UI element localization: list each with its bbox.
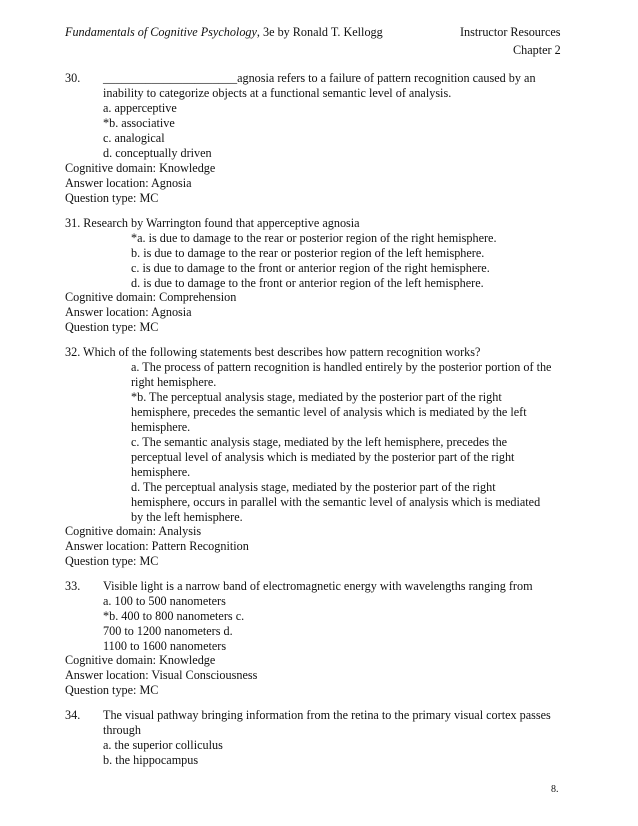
q33-option-line1: a. 100 to 500 nanometers xyxy=(103,594,226,608)
q32-option-b-line1: *b. The perceptual analysis stage, mediated by the posterior part of the right xyxy=(131,390,502,404)
book-edition-author: , 3e by Ronald T. Kellogg xyxy=(256,25,383,39)
q32-type: Question type: MC xyxy=(65,554,159,568)
q31-domain: Cognitive domain: Comprehension xyxy=(65,290,237,304)
q32-location: Answer location: Pattern Recognition xyxy=(65,539,249,553)
q33-option-line3: 700 to 1200 nanometers d. xyxy=(103,624,233,638)
page-number: 8. xyxy=(551,784,559,795)
q30-option-a: a. apperceptive xyxy=(103,101,177,115)
q33-number: 33. xyxy=(65,579,81,593)
q32-option-c-line1: c. The semantic analysis stage, mediated by the left hemisphere, precedes the xyxy=(131,435,508,449)
q32-option-d-line3: by the left hemisphere. xyxy=(131,510,243,524)
q31-option-a: *a. is due to damage to the rear or posterior region of the right hemisphere. xyxy=(131,231,497,245)
q33-option-line4: 1100 to 1600 nanometers xyxy=(103,639,227,653)
q32-option-a-line2: right hemisphere. xyxy=(131,375,217,389)
q32-stem: 32. Which of the following statements best describes how pattern recognition works? xyxy=(65,345,481,359)
q33-location: Answer location: Visual Consciousness xyxy=(65,668,258,682)
q30-option-b: *b. associative xyxy=(103,116,175,130)
q32-option-b-line2: hemisphere, precedes the semantic level of analysis which is mediated by the left xyxy=(131,405,527,419)
q31-option-d: d. is due to damage to the front or anterior region of the left hemisphere. xyxy=(131,276,484,290)
q33-stem: Visible light is a narrow band of electromagnetic energy with wavelengths ranging from xyxy=(103,579,533,593)
q34-stem-line1: The visual pathway bringing information from the retina to the primary visual cortex passes xyxy=(103,708,551,722)
q33-type: Question type: MC xyxy=(65,683,159,697)
q30-location: Answer location: Agnosia xyxy=(65,176,192,190)
q31-type: Question type: MC xyxy=(65,320,159,334)
q32-option-c-line3: hemisphere. xyxy=(131,465,191,479)
q31-location: Answer location: Agnosia xyxy=(65,305,192,319)
q32-option-d-line2: hemisphere, occurs in parallel with the semantic level of analysis which is mediated xyxy=(131,495,541,509)
q31-option-b: b. is due to damage to the rear or posterior region of the left hemisphere. xyxy=(131,246,485,260)
q32-option-c-line2: perceptual level of analysis which is mediated by the posterior part of the right xyxy=(131,450,515,464)
q31-stem: 31. Research by Warrington found that apperceptive agnosia xyxy=(65,216,360,230)
book-title: Fundamentals of Cognitive Psychology xyxy=(65,25,257,39)
q30-stem-line2: inability to categorize objects at a functional semantic level of analysis. xyxy=(103,86,452,100)
q30-type: Question type: MC xyxy=(65,191,159,205)
header-title xyxy=(65,25,383,40)
q30-number: 30. xyxy=(65,71,81,85)
q34-option-b: b. the hippocampus xyxy=(103,753,199,767)
q34-option-a: a. the superior colliculus xyxy=(103,738,223,752)
q34-stem-line2: through xyxy=(103,723,141,737)
header-chapter: Chapter 2 xyxy=(513,43,561,57)
header-resources: Instructor Resources xyxy=(460,25,561,39)
q32-option-d-line1: d. The perceptual analysis stage, mediated by the posterior part of the right xyxy=(131,480,496,494)
q30-stem-line1: ______________________agnosia refers to a failure of pattern recognition caused by an xyxy=(103,71,536,85)
q33-option-line2: *b. 400 to 800 nanometers c. xyxy=(103,609,245,623)
q30-option-c: c. analogical xyxy=(103,131,165,145)
q30-domain: Cognitive domain: Knowledge xyxy=(65,161,216,175)
q33-domain: Cognitive domain: Knowledge xyxy=(65,653,216,667)
q32-option-b-line3: hemisphere. xyxy=(131,420,191,434)
q31-option-c: c. is due to damage to the front or anterior region of the right hemisphere. xyxy=(131,261,490,275)
q32-domain: Cognitive domain: Analysis xyxy=(65,524,202,538)
q34-number: 34. xyxy=(65,708,81,722)
q30-option-d: d. conceptually driven xyxy=(103,146,212,160)
q32-option-a-line1: a. The process of pattern recognition is handled entirely by the posterior portion of the xyxy=(131,360,552,374)
